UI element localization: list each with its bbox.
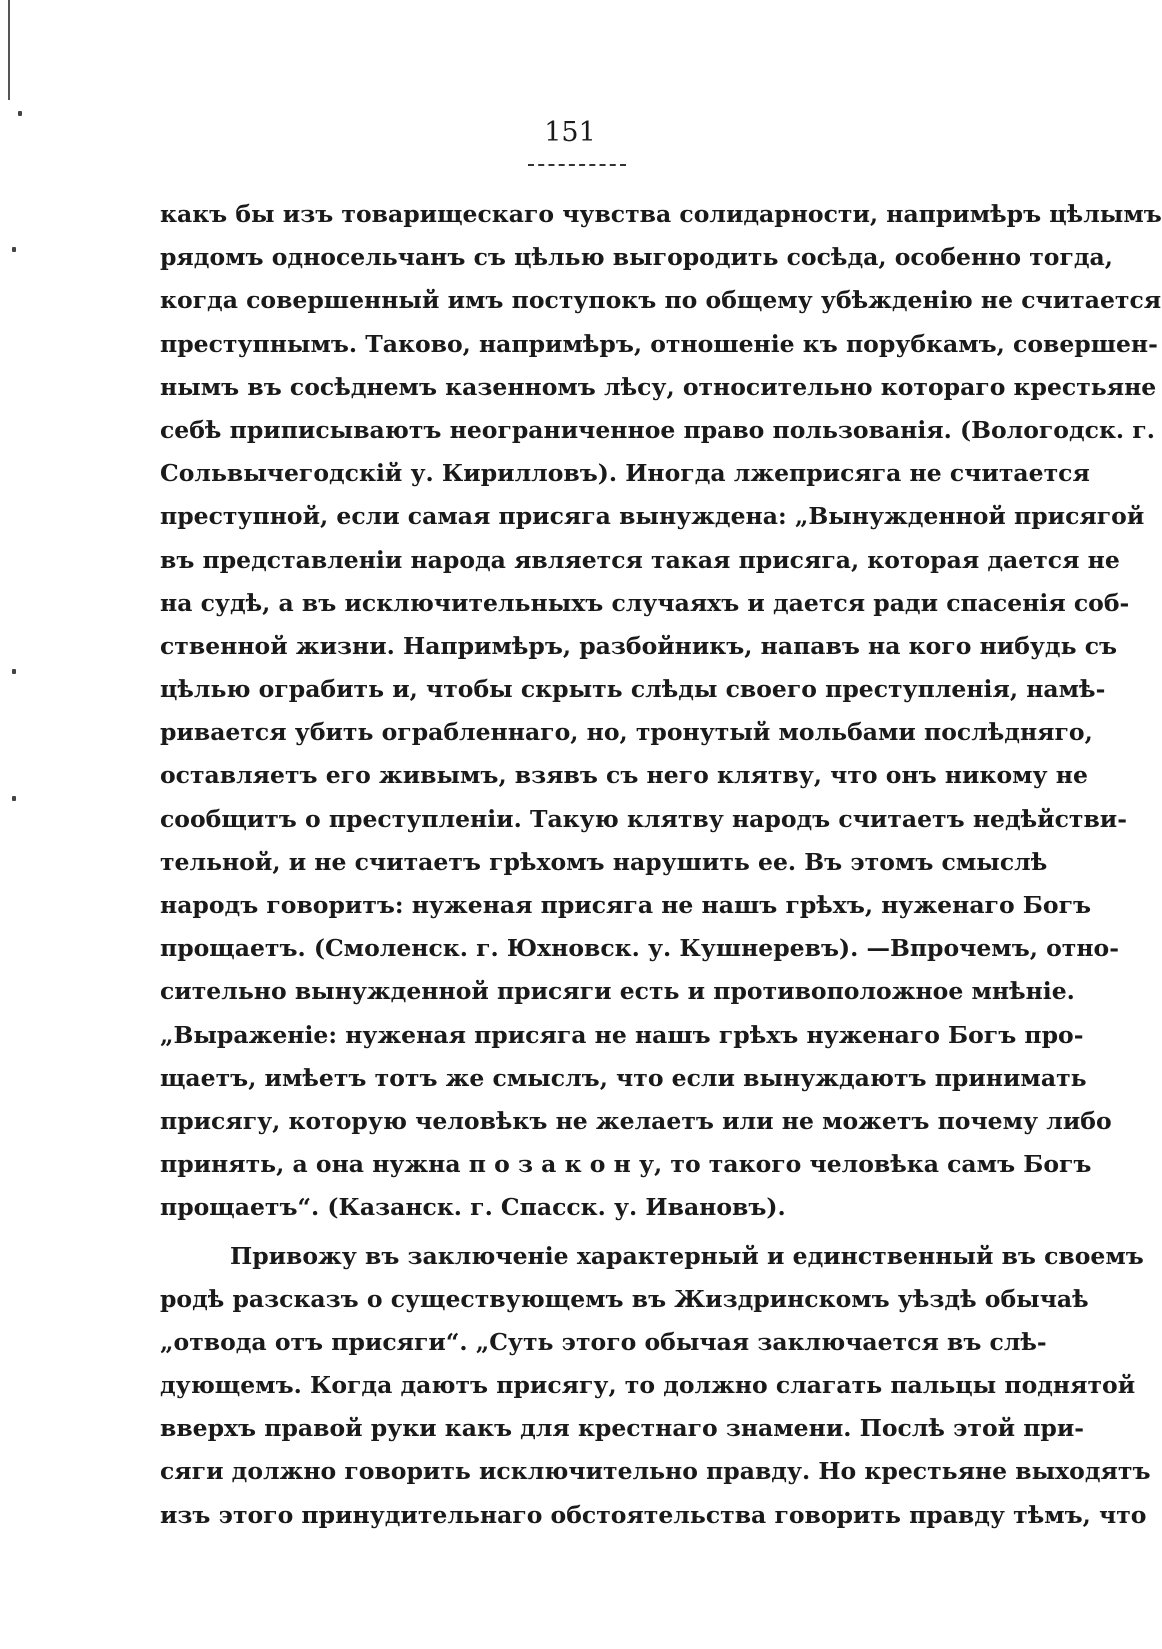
header-rule (528, 164, 626, 166)
text-line: сообщитъ о преступленіи. Такую клятву народъ считаетъ недѣйстви- (160, 804, 1127, 833)
scan-speck (12, 247, 16, 252)
text-line: преступной, если самая присяга вынуждена: „Вынужденной присягой (160, 502, 1145, 531)
text-line: ственной жизни. Напримѣръ, разбойникъ, напавъ на кого нибудь съ (160, 631, 1118, 660)
text-line: когда совершенный имъ поступокъ по общему убѣжденію не считается (160, 286, 1162, 315)
text-line: изъ этого принудительнаго обстоятельства говорить правду тѣмъ, что (160, 1500, 1147, 1529)
text-line: ривается убить ограбленнаго, но, тронутый мольбами послѣдняго, (160, 718, 1093, 747)
scan-speck (12, 796, 16, 801)
text-line: народъ говоритъ: нуженая присяга не нашъ грѣхъ, нуженаго Богъ (160, 891, 1091, 919)
text-line: прощаетъ. (Смоленск. г. Юхновск. у. Кушнеревъ). —Впрочемъ, отно- (160, 934, 1119, 963)
text-line: какъ бы изъ товарищескаго чувства солидарности, напримѣръ цѣлымъ (160, 200, 1162, 228)
text-line: Сольвычегодскій у. Кирилловъ). Иногда лжеприсяга не считается (160, 459, 1090, 488)
text-line: родѣ разсказъ о существующемъ въ Жиздринскомъ уѣздѣ обычаѣ (160, 1284, 1089, 1313)
text-line: цѣлью ограбить и, чтобы скрыть слѣды своего преступленія, намѣ- (160, 675, 1106, 704)
text-line: сительно вынужденной присяги есть и противоположное мнѣніе. (160, 977, 1075, 1006)
text-line: прощаетъ“. (Казанск. г. Спасск. у. Ивановъ). (160, 1193, 786, 1222)
text-line: Привожу въ заключеніе характерный и единственный въ своемъ (230, 1241, 1144, 1270)
text-line: „отвода отъ присяги“. „Суть этого обычая заключается въ слѣ- (160, 1327, 1047, 1356)
text-line: въ представленіи народа является такая присяга, которая дается не (160, 545, 1120, 574)
text-line: нымъ въ сосѣднемъ казенномъ лѣсу, относительно котораго крестьяне (160, 372, 1157, 401)
scan-speck (18, 111, 22, 116)
scan-edge-mark (8, 0, 10, 100)
text-line: рядомъ односельчанъ съ цѣлью выгородить сосѣда, особенно тогда, (160, 243, 1113, 272)
text-line: вверхъ правой руки какъ для крестнаго знамени. Послѣ этой при- (160, 1414, 1085, 1443)
text-line: щаетъ, имѣетъ тотъ же смыслъ, что если вынуждаютъ принимать (160, 1063, 1087, 1092)
text-line: принять, а она нужна п о з а к о н у, то такого человѣка самъ Богъ (160, 1150, 1092, 1179)
text-line: себѣ приписываютъ неограниченное право пользованія. (Вологодск. г. (160, 415, 1155, 444)
text-line: оставляетъ его живымъ, взявъ съ него клятву, что онъ никому не (160, 761, 1088, 790)
page-number: 151 (544, 117, 596, 148)
text-line: преступнымъ. Таково, напримѣръ, отношеніе къ порубкамъ, совершен- (160, 329, 1158, 358)
text-line: присягу, которую человѣкъ не желаетъ или не можетъ почему либо (160, 1106, 1112, 1135)
scan-speck (12, 669, 16, 674)
text-line: дующемъ. Когда даютъ присягу, то должно слагать пальцы поднятой (160, 1371, 1136, 1400)
text-line: сяги должно говорить исключительно правду. Но крестьяне выходятъ (160, 1457, 1151, 1486)
text-line: на судѣ, а въ исключительныхъ случаяхъ и дается ради спасенія соб- (160, 588, 1130, 617)
body-text (160, 193, 1162, 1537)
text-line: тельной, и не считаетъ грѣхомъ нарушить ее. Въ этомъ смыслѣ (160, 847, 1048, 876)
text-line: „Выраженіе: нуженая присяга не нашъ грѣхъ нуженаго Богъ про- (160, 1020, 1084, 1049)
